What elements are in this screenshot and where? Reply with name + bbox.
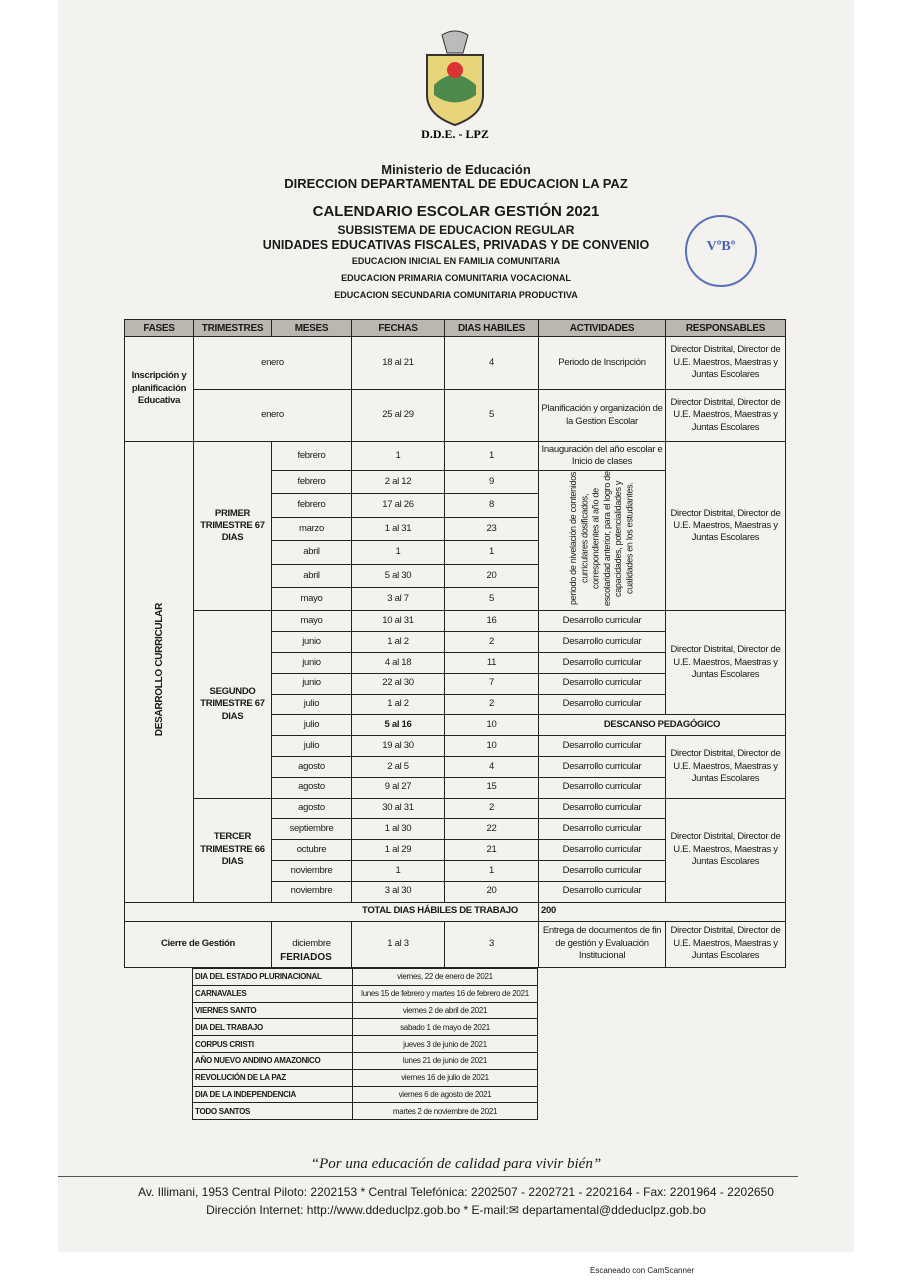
holiday-name-text: CARNAVALES	[195, 989, 247, 999]
holiday-name-text: DIA DE LA INDEPENDENCIA	[195, 1089, 296, 1099]
dates-cell-text: 1 al 29	[384, 843, 412, 855]
days-cell-text: 23	[486, 522, 497, 534]
days-cell-text: 8	[489, 499, 494, 511]
dates-cell-text: 30 al 31	[382, 802, 414, 814]
phase-cell-text: Inscripción y planificación Educativa	[131, 370, 187, 407]
total-value-text: 200	[541, 905, 556, 917]
holiday-name	[193, 1069, 353, 1086]
month-cell	[194, 390, 352, 442]
activity-cell-text: Inauguración del año escolar e Inicio de clases	[541, 443, 663, 467]
month-cell-text: agosto	[298, 781, 325, 793]
days-cell-text: 10	[486, 719, 497, 731]
month-cell-text: mayo	[300, 592, 323, 604]
days-cell-text: 10	[486, 739, 497, 751]
holiday-date-text: martes 2 de noviembre de 2021	[392, 1106, 498, 1116]
days-cell	[445, 611, 539, 632]
column-header	[445, 320, 539, 337]
trimester-cell	[194, 442, 272, 611]
holiday-date-text: viernes 6 de agosto de 2021	[398, 1089, 492, 1099]
contact: Dirección Internet: http://www.ddeduclpz.gob.bo * E-mail:✉ departamental@ddeduclpz.gob.bo	[206, 1203, 706, 1217]
activity-cell-text: Desarrollo curricular	[562, 802, 642, 814]
dates-cell	[352, 777, 445, 798]
holiday-name	[193, 1019, 353, 1036]
dias-cell-text: 3	[489, 937, 494, 949]
days-cell	[445, 442, 539, 471]
days-cell	[445, 632, 539, 653]
trimester-cell-text: PRIMER TRIMESTRE 67 DIAS	[200, 507, 265, 544]
dates-cell-text: 1	[395, 546, 401, 558]
holiday-name	[193, 1103, 353, 1120]
scanner-watermark: Escaneado con CamScanner	[590, 1266, 695, 1275]
activity-cell-text: Desarrollo curricular	[562, 781, 642, 793]
total-label	[125, 902, 539, 921]
total-label-text: TOTAL DIAS HÁBILES DE TRABAJO	[362, 905, 518, 917]
trimester-cell	[194, 798, 272, 902]
days-cell	[445, 736, 539, 757]
responsible-cell-text: Director Distrital, Director de U.E. Maestros, Maestras y Juntas Escolares	[670, 507, 781, 544]
break-cell-text: DESCANSO PEDAGÓGICO	[603, 719, 721, 731]
responsible-cell	[666, 442, 786, 611]
activity-cell-text: Desarrollo curricular	[562, 635, 642, 647]
month-cell-text: enero	[261, 356, 284, 368]
holiday-row	[193, 985, 538, 1002]
mes-cell-text: diciembre	[292, 937, 331, 949]
month-cell-text: febrero	[297, 449, 326, 461]
days-cell	[445, 673, 539, 694]
dates-cell-text: 1 al 31	[384, 522, 412, 534]
holiday-date	[353, 1036, 538, 1053]
table-row	[125, 390, 786, 442]
dates-cell	[352, 673, 445, 694]
dates-cell-text: 4 al 18	[384, 656, 412, 668]
month-cell-text: julio	[303, 739, 320, 751]
subtitle: SUBSISTEMA DE EDUCACION REGULAR	[337, 223, 575, 237]
level: EDUCACION INICIAL EN FAMILIA COMUNITARIA	[351, 256, 561, 266]
column-header	[194, 320, 272, 337]
month-cell	[272, 673, 352, 694]
days-cell	[445, 471, 539, 494]
dates-cell-text: 22 al 30	[382, 677, 414, 689]
holiday-row	[193, 1036, 538, 1053]
days-cell	[445, 694, 539, 715]
column-header-text: TRIMESTRES	[201, 322, 264, 334]
days-cell-text: 2	[489, 635, 494, 647]
dates-cell	[352, 819, 445, 840]
dates-cell-text: 25 al 29	[382, 409, 414, 421]
days-cell-text: 4	[489, 760, 494, 772]
month-cell-text: agosto	[298, 802, 325, 814]
activity-cell	[539, 471, 666, 611]
days-cell-text: 5	[489, 592, 494, 604]
dates-cell	[352, 798, 445, 819]
month-cell-text: julio	[303, 719, 320, 731]
holiday-date-text: viernes, 22 de enero de 2021	[397, 972, 493, 982]
column-header-text: FASES	[143, 322, 175, 334]
responsible-cell	[666, 611, 786, 715]
days-cell-text: 16	[486, 615, 497, 627]
activity-cell	[539, 881, 666, 902]
month-cell-text: enero	[261, 409, 284, 421]
address: Av. Illimani, 1953 Central Piloto: 2202153 * Central Telefónica: 2202507 - 2202721 - 2202164 - Fax: 2201964 - 2202650	[138, 1185, 774, 1199]
dates-cell	[352, 736, 445, 757]
month-cell	[272, 517, 352, 540]
table-row	[125, 442, 786, 471]
column-header-text: MESES	[294, 322, 329, 334]
activity-cell-text: Desarrollo curricular	[562, 656, 642, 668]
svg-text:D.D.E. - LPZ: D.D.E. - LPZ	[421, 127, 489, 140]
holiday-date-text: lunes 15 de febrero y martes 16 de febrero de 2021	[361, 989, 529, 999]
coat-of-arms-logo	[412, 30, 498, 140]
dates-cell-text: 1	[395, 864, 401, 876]
days-cell-text: 20	[486, 885, 497, 897]
days-cell-text: 11	[486, 656, 497, 668]
feriados-title: FERIADOS	[280, 952, 332, 963]
month-cell	[272, 715, 352, 736]
month-cell-text: febrero	[297, 499, 326, 511]
responsible-cell	[666, 337, 786, 390]
dates-cell	[352, 541, 445, 564]
month-cell	[272, 777, 352, 798]
days-cell-text: 4	[489, 356, 494, 368]
days-cell	[445, 390, 539, 442]
holiday-name	[193, 1002, 353, 1019]
days-cell	[445, 337, 539, 390]
dates-cell	[352, 632, 445, 653]
days-cell-text: 1	[489, 864, 494, 876]
days-cell-text: 22	[486, 823, 497, 835]
activity-cell	[539, 442, 666, 471]
holiday-date	[353, 1086, 538, 1103]
month-cell	[272, 587, 352, 610]
holiday-name-text: TODO SANTOS	[195, 1106, 251, 1116]
dates-cell	[352, 652, 445, 673]
activity-cell	[539, 694, 666, 715]
motto: “Por una educación de calidad para vivir bién”	[310, 1156, 602, 1172]
month-cell-text: mayo	[300, 615, 323, 627]
holiday-date	[353, 1052, 538, 1069]
dates-cell-text: 19 al 30	[382, 739, 414, 751]
dates-cell	[352, 756, 445, 777]
month-cell-text: junio	[302, 656, 321, 668]
activity-cell-text: Desarrollo curricular	[562, 823, 642, 835]
responsible-cell-text: Director Distrital, Director de U.E. Maestros, Maestras y Juntas Escolares	[670, 925, 781, 962]
month-cell-text: septiembre	[289, 823, 334, 835]
month-cell	[272, 736, 352, 757]
month-cell	[272, 494, 352, 517]
dates-cell-text: 5 al 30	[384, 569, 412, 581]
holiday-name-text: DIA DEL TRABAJO	[195, 1022, 263, 1032]
month-cell-text: julio	[303, 698, 320, 710]
dates-cell-text: 1 al 30	[384, 823, 412, 835]
dates-cell-text: 1	[395, 449, 401, 461]
column-header	[352, 320, 445, 337]
holiday-date	[353, 969, 538, 986]
dates-cell	[352, 840, 445, 861]
phase-cell	[125, 337, 194, 442]
month-cell-text: abril	[303, 546, 320, 558]
activity-cell-text: Desarrollo curricular	[562, 760, 642, 772]
activity-cell	[539, 777, 666, 798]
column-header	[666, 320, 786, 337]
month-cell	[272, 840, 352, 861]
column-header-text: FECHAS	[378, 322, 418, 334]
holiday-date-text: lunes 21 de junio de 2021	[402, 1056, 488, 1066]
month-cell-text: agosto	[298, 760, 325, 772]
activity-cell	[539, 673, 666, 694]
month-cell	[272, 694, 352, 715]
holiday-row	[193, 1019, 538, 1036]
dates-cell	[352, 881, 445, 902]
month-cell	[272, 471, 352, 494]
holiday-name-text: REVOLUCIÓN DE LA PAZ	[195, 1073, 286, 1083]
days-cell	[445, 564, 539, 587]
level: EDUCACION PRIMARIA COMUNITARIA VOCACIONAL	[341, 273, 571, 283]
month-cell	[194, 337, 352, 390]
ministry: Ministerio de Educación	[381, 162, 531, 177]
month-cell	[272, 652, 352, 673]
holiday-name	[193, 1052, 353, 1069]
activity-cell	[539, 337, 666, 390]
holiday-name-text: VIERNES SANTO	[195, 1005, 257, 1015]
activity-cell-text: Planificación y organización de la Gestion Escolar	[541, 403, 663, 427]
days-cell	[445, 494, 539, 517]
activity-cell	[539, 756, 666, 777]
dates-cell	[352, 494, 445, 517]
break-cell	[539, 715, 786, 736]
month-cell-text: marzo	[299, 522, 324, 534]
actividad-cell-text: Entrega de documentos de fin de gestión y Evaluación Institucional	[542, 925, 662, 962]
holiday-date	[353, 1069, 538, 1086]
month-cell-text: junio	[302, 677, 321, 689]
days-cell	[445, 715, 539, 736]
days-cell	[445, 840, 539, 861]
level: EDUCACION SECUNDARIA COMUNITARIA PRODUCTIVA	[334, 290, 578, 300]
activity-cell	[539, 632, 666, 653]
holiday-name	[193, 985, 353, 1002]
days-cell-text: 1	[489, 449, 494, 461]
column-header-text: ACTIVIDADES	[569, 322, 635, 334]
activity-cell	[539, 860, 666, 881]
activity-cell	[539, 798, 666, 819]
dates-cell	[352, 860, 445, 881]
table-row	[125, 798, 786, 819]
column-header	[272, 320, 352, 337]
month-cell	[272, 819, 352, 840]
activity-cell-text: Desarrollo curricular	[562, 843, 642, 855]
page-title: CALENDARIO ESCOLAR GESTIÓN 2021	[312, 203, 600, 220]
holiday-name-text: AÑO NUEVO ANDINO AMAZONICO	[195, 1056, 321, 1066]
month-cell-text: noviembre	[290, 864, 333, 876]
phase-cell	[125, 442, 194, 903]
days-cell	[445, 798, 539, 819]
holiday-date-text: sabado 1 de mayo de 2021	[400, 1022, 490, 1032]
total-value	[539, 902, 786, 921]
activity-cell-text: Periodo de Inscripción	[558, 356, 646, 368]
activity-cell	[539, 611, 666, 632]
activity-cell	[539, 840, 666, 861]
holiday-date-text: jueves 3 de junio de 2021	[403, 1039, 487, 1049]
activity-cell-text: Desarrollo curricular	[562, 885, 642, 897]
calendar-table	[124, 319, 786, 968]
days-cell	[445, 587, 539, 610]
month-cell	[272, 541, 352, 564]
dates-cell-text: 17 al 26	[382, 499, 414, 511]
holidays-table	[192, 968, 538, 1120]
responsible-cell-text: Director Distrital, Director de U.E. Maestros, Maestras y Juntas Escolares	[670, 748, 781, 784]
activity-cell-text: Desarrollo curricular	[562, 615, 642, 627]
approval-stamp: VºBº	[685, 215, 757, 287]
holiday-row	[193, 1086, 538, 1103]
holiday-date-text: viernes 2 de abril de 2021	[402, 1005, 488, 1015]
days-cell	[445, 517, 539, 540]
dates-cell-text: 9 al 27	[384, 781, 412, 793]
holiday-date	[353, 1103, 538, 1120]
dates-cell	[352, 471, 445, 494]
days-cell	[445, 756, 539, 777]
days-cell	[445, 881, 539, 902]
dates-cell-text: 5 al 16	[384, 719, 412, 731]
days-cell-text: 21	[486, 843, 497, 855]
holiday-date	[353, 1002, 538, 1019]
holiday-name-text: CORPUS CRISTI	[195, 1039, 254, 1049]
dates-cell	[352, 517, 445, 540]
table-header	[125, 320, 786, 337]
responsible-cell-text: Director Distrital, Director de U.E. Maestros, Maestras y Juntas Escolares	[670, 396, 781, 433]
responsible-cell	[666, 736, 786, 798]
fechas-cell-text: 1 al 3	[387, 937, 409, 949]
trimester-cell	[194, 611, 272, 798]
dates-cell	[352, 694, 445, 715]
days-cell	[445, 777, 539, 798]
days-cell	[445, 819, 539, 840]
activity-cell-text: Desarrollo curricular	[562, 739, 642, 751]
responsible-cell	[666, 798, 786, 902]
days-cell-text: 1	[489, 546, 494, 558]
units: UNIDADES EDUCATIVAS FISCALES, PRIVADAS Y DE CONVENIO	[262, 238, 650, 252]
dates-cell-text: 1 al 2	[387, 698, 409, 710]
direction: DIRECCION DEPARTAMENTAL DE EDUCACION LA PAZ	[284, 176, 628, 191]
month-cell	[272, 611, 352, 632]
holiday-date-text: viernes 16 de julio de 2021	[401, 1073, 489, 1083]
days-cell	[445, 541, 539, 564]
activity-cell-text: Desarrollo curricular	[562, 864, 642, 876]
activity-cell	[539, 819, 666, 840]
responsible-cell-text: Director Distrital, Director de U.E. Maestros, Maestras y Juntas Escolares	[670, 831, 781, 868]
month-cell-text: febrero	[297, 476, 326, 488]
days-cell-text: 5	[489, 409, 494, 421]
holiday-date	[353, 1019, 538, 1036]
responsible-cell	[666, 390, 786, 442]
days-cell-text: 20	[486, 569, 497, 581]
phase-cell-text: DESARROLLO CURRICULAR	[153, 603, 165, 737]
table-row	[125, 611, 786, 632]
holiday-row	[193, 1002, 538, 1019]
month-cell-text: abril	[303, 569, 320, 581]
dates-cell	[352, 611, 445, 632]
month-cell	[272, 564, 352, 587]
holiday-row	[193, 1052, 538, 1069]
dates-cell-text: 3 al 30	[384, 885, 412, 897]
holiday-row	[193, 1103, 538, 1120]
dates-cell-text: 3 al 7	[387, 592, 409, 604]
days-cell	[445, 652, 539, 673]
dates-cell	[352, 337, 445, 390]
activity-cell	[539, 652, 666, 673]
month-cell-text: octubre	[296, 843, 327, 855]
month-cell	[272, 798, 352, 819]
days-cell-text: 9	[489, 476, 494, 488]
column-header	[539, 320, 666, 337]
activity-cell-text: periodo de nivelación de contenidos curriculares dosificados, correspondientes al año de escolaridad anterior, para el logro de capacidades, potencialidades y cualidades en los estudiantes.	[568, 471, 635, 606]
responsible-cell-text: Director Distrital, Director de U.E. Maestros, Maestras y Juntas Escolares	[670, 644, 781, 680]
trimester-cell-text: TERCER TRIMESTRE 66 DIAS	[200, 831, 265, 868]
month-cell	[272, 881, 352, 902]
activity-cell-text: Desarrollo curricular	[562, 677, 642, 689]
month-cell	[272, 860, 352, 881]
month-cell-text: noviembre	[290, 885, 333, 897]
month-cell	[272, 442, 352, 471]
holiday-row	[193, 1069, 538, 1086]
holiday-row	[193, 969, 538, 986]
activity-cell-text: Desarrollo curricular	[562, 698, 642, 710]
responsible-cell-text: Director Distrital, Director de U.E. Maestros, Maestras y Juntas Escolares	[670, 344, 781, 381]
days-cell-text: 7	[489, 677, 494, 689]
dates-cell	[352, 442, 445, 471]
days-cell-text: 2	[489, 698, 494, 710]
dates-cell-text: 10 al 31	[382, 615, 414, 627]
month-cell-text: junio	[302, 635, 321, 647]
days-cell-text: 15	[486, 781, 497, 793]
holiday-date	[353, 985, 538, 1002]
table-row	[125, 902, 786, 921]
column-header	[125, 320, 194, 337]
month-cell	[272, 632, 352, 653]
column-header-text: RESPONSABLES	[685, 322, 766, 334]
days-cell	[445, 860, 539, 881]
dates-cell	[352, 390, 445, 442]
trimester-cell-text: SEGUNDO TRIMESTRE 67 DIAS	[200, 685, 265, 722]
dates-cell-text: 1 al 2	[387, 635, 409, 647]
dates-cell	[352, 587, 445, 610]
dates-cell-text: 2 al 5	[387, 760, 409, 772]
holiday-name	[193, 969, 353, 986]
holiday-name	[193, 1036, 353, 1053]
activity-cell	[539, 736, 666, 757]
table-row	[125, 337, 786, 390]
dates-cell	[352, 564, 445, 587]
phase-cell-text: Cierre de Gestión	[160, 937, 236, 949]
column-header-text: DIAS HABILES	[458, 322, 525, 334]
holiday-name	[193, 1086, 353, 1103]
dates-cell-text: 2 al 12	[384, 476, 412, 488]
dates-cell-text: 18 al 21	[382, 356, 414, 368]
days-cell-text: 2	[489, 802, 494, 814]
activity-cell	[539, 390, 666, 442]
month-cell	[272, 756, 352, 777]
dates-cell	[352, 715, 445, 736]
holiday-name-text: DIA DEL ESTADO PLURINACIONAL	[195, 972, 322, 982]
